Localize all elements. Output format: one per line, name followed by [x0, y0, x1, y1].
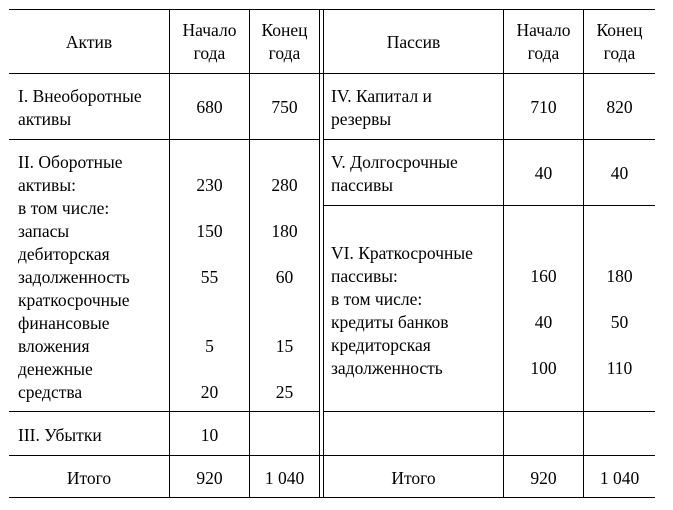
asset-r1-label-line2: активы [18, 109, 72, 129]
rule-right-2 [323, 205, 655, 206]
asset-r2-label-line: активы: [18, 175, 76, 195]
asset-r2-end-investments: 15 [275, 336, 294, 356]
asset-r3-label: III. Убытки [18, 425, 102, 445]
asset-r2-start-cash: 20 [200, 382, 219, 402]
liability-r5-end: 40 [610, 163, 629, 183]
liability-r4-start: 710 [530, 97, 557, 117]
liability-r6-end-loans: 50 [610, 312, 629, 332]
liability-r4-end: 820 [606, 97, 633, 117]
asset-r1-end: 750 [271, 97, 298, 117]
liability-r6-label-line: задолженность [331, 358, 443, 378]
header-end2-line2: года [603, 43, 636, 63]
header-end-line1: Конец [261, 20, 308, 40]
asset-r1-label-line1: I. Внеоборотные [18, 86, 142, 106]
liability-r6-end-total: 180 [606, 266, 633, 286]
col-rule-d [323, 9, 324, 498]
rule-left-1 [9, 139, 319, 140]
liability-r6-label [331, 242, 501, 380]
asset-r3-start: 10 [200, 425, 219, 445]
asset-r2-label-line: дебиторская [18, 244, 110, 264]
header-end2-line1: Конец [596, 20, 643, 40]
header-start [170, 19, 249, 65]
liability-r5-label [331, 151, 501, 197]
asset-r2-end-stocks: 180 [271, 221, 298, 241]
header-start2-line2: года [527, 43, 560, 63]
total-end-right: 1 040 [599, 468, 640, 488]
header-end2 [584, 19, 655, 65]
header-end-line2: года [268, 43, 301, 63]
liability-r6-label-line: пассивы: [331, 266, 398, 286]
rule-under-header [9, 73, 655, 74]
asset-r2-label-line: денежные [18, 359, 93, 379]
total-label-right: Итого [391, 468, 436, 488]
rule-above-total [9, 455, 655, 456]
total-end-left: 1 040 [264, 468, 305, 488]
header-start-line2: года [193, 43, 226, 63]
asset-r2-label-line: задолженность [18, 267, 130, 287]
total-start-right: 920 [530, 468, 557, 488]
header-liability: Пассив [386, 32, 441, 52]
asset-r2-label [18, 151, 168, 404]
asset-r2-label-line: вложения [18, 336, 90, 356]
liability-r6-start-total: 160 [530, 266, 557, 286]
liability-r6-label-line: в том числе: [331, 289, 423, 309]
col-rule-b [249, 9, 250, 498]
liability-r5-start: 40 [534, 163, 553, 183]
liability-r6-start-payables: 100 [530, 358, 557, 378]
header-start2 [504, 19, 583, 65]
asset-r2-label-line: II. Оборотные [18, 152, 123, 172]
col-rule-c [319, 9, 320, 498]
asset-r2-start-investments: 5 [205, 336, 214, 356]
asset-r1-start: 680 [196, 97, 223, 117]
liability-r4-label-line1: IV. Капитал и [331, 86, 432, 106]
asset-r1-label [18, 85, 168, 131]
asset-r2-label-line: средства [18, 382, 83, 402]
liability-r6-label-line: кредиторская [331, 335, 431, 355]
liability-r6-start-loans: 40 [534, 312, 553, 332]
asset-r2-label-line: запасы [18, 221, 70, 241]
liability-r6-end-payables: 110 [606, 358, 633, 378]
rule-bottom [9, 497, 655, 498]
asset-r2-start-total: 230 [196, 175, 223, 195]
total-start-left: 920 [196, 468, 223, 488]
header-start2-line1: Начало [516, 20, 571, 40]
liability-r5-label-line2: пассивы [331, 175, 394, 195]
asset-r2-end-total: 280 [271, 175, 298, 195]
liability-r5-label-line1: V. Долгосрочные [331, 152, 458, 172]
col-rule-f [583, 9, 584, 498]
header-end [250, 19, 319, 65]
asset-r2-start-stocks: 150 [196, 221, 223, 241]
liability-r6-label-line: VI. Краткосрочные [331, 243, 473, 263]
asset-r2-end-cash: 25 [275, 382, 294, 402]
liability-r4-label [331, 85, 501, 131]
rule-right-1 [323, 139, 655, 140]
asset-r2-label-line: краткосрочные [18, 290, 130, 310]
total-label-left: Итого [66, 468, 112, 488]
asset-r2-label-line: финансовые [18, 313, 110, 333]
header-start-line1: Начало [182, 20, 237, 40]
header-asset: Актив [65, 32, 113, 52]
rule-top [9, 9, 655, 10]
asset-r2-end-receivables: 60 [275, 267, 294, 287]
liability-r6-label-line: кредиты банков [331, 312, 449, 332]
asset-r2-label-line: в том числе: [18, 198, 110, 218]
asset-r2-start-receivables: 55 [200, 267, 219, 287]
rule-right-3 [323, 411, 655, 412]
rule-left-2 [9, 411, 319, 412]
liability-r4-label-line2: резервы [331, 109, 392, 129]
col-rule-e [503, 9, 504, 498]
